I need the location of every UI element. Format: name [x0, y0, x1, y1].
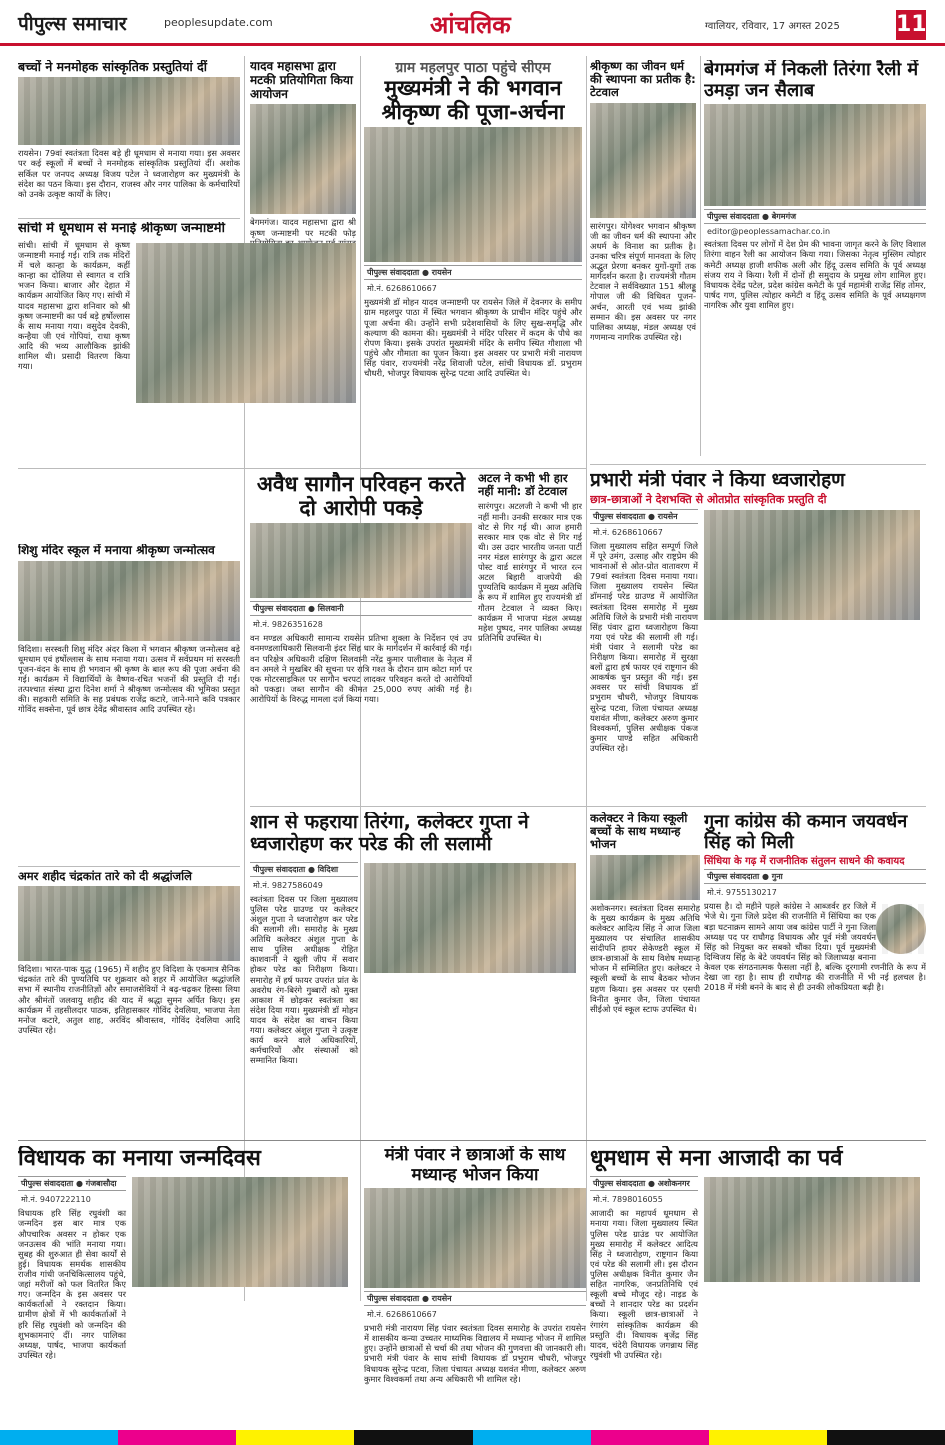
article-collector-gupta[interactable]	[250, 812, 582, 1137]
article-mla-birthday[interactable]	[18, 1146, 354, 1428]
article-body: वन मण्डल अधिकारी सामान्य रायसेन प्रतिभा शुक्ला के निर्देशन एवं उप वनमण्डलाधिकारी सिलवानी इंदर सिंह धार के मार्गदर्शन में कार्रवाई की गई। वन परिक्षेत्र अधिकारी दक्षिण सिलवानी नरेंद्र कुमार पालीवाल के नेतृत्व में वन अमले ने मुखबिर की सूचना पर रात्रि गश्त के दौरान ग्राम कोटा मार्ग पर एक मोटरसाइकिल पर सागौन चरपट लादकर परिवहन करते दो आरोपियों को पकड़ा। जब्त सागौन की कीमत 25,000 रुपए आंकी गई है। आरोपियों के विरुद्ध मामला दर्ज किया गया।	[250, 633, 472, 704]
article-photo	[18, 886, 240, 961]
print-color-bar	[0, 1430, 945, 1445]
article-body: सारंगपुर। योगेश्वर भगवान श्रीकृष्ण जी का जीवन धर्म की स्थापना और अधर्म के विनाश का प्रतीक है। उनका चरित्र संपूर्ण मानवता के लिए अद्भुत प्रेरणा बनकर युगों-युगों तक मार्गदर्शन करता है। राज्यमंत्री गौतम टेटवाल ने सर्वविख्यात 151 श्रीलड्डू गोपाल जी की विधिवत पूजन-अर्चन, आरती एवं भव्य झांकी सम्मान की। इस अवसर पर नगर पालिका अध्यक्ष, मंडल अध्यक्ष एवं गणमान्य नागरिक उपस्थित रहे।	[590, 220, 696, 342]
article-kicker: ग्राम महलपुर पाठा पहुंचे सीएम	[395, 60, 551, 76]
article-title: बेगमगंज में निकली तिरंगा रैली में उमड़ा जन सैलाब	[704, 60, 919, 101]
masthead[interactable]: पीपुल्स समाचार	[18, 13, 127, 35]
page-header	[0, 0, 945, 46]
article-photo	[590, 103, 696, 218]
article-photo	[18, 561, 240, 641]
article-body: रायसेन। 79वां स्वतंत्रता दिवस बड़े ही धूमधाम से मनाया गया। इस अवसर पर कई स्कूलों में बच्चों ने मनमोहक सांस्कृतिक प्रस्तुतियां दीं। अशोक सर्किल पर जनपद अध्यक्ष विजय पटेल ने ध्वजारोहण कर मुख्यमंत्री के संदेश का पठन किया। इस दौरान, राजस्व और नगर पालिका के कर्मचारियों को उनके उत्कृष्ट कार्यों के लिए।	[18, 148, 240, 199]
article-title: श्रीकृष्ण का जीवन धर्म की स्थापना का प्रतीक है: टेटवाल	[590, 60, 696, 100]
article-phone: मो.नं. 6268610667	[367, 1310, 437, 1320]
article-divider	[18, 468, 586, 469]
issue-date: ग्वालियर, रविवार, 17 अगस्त 2025	[705, 21, 840, 32]
section-title: आंचलिक	[430, 11, 511, 39]
article-cm-worship[interactable]	[364, 60, 582, 465]
article-body: बेगमगंज। यादव महासभा द्वारा श्री कृष्ण जन्माष्टमी पर मटकी फोड़	[250, 217, 356, 238]
section-divider	[18, 1140, 926, 1141]
article-photo	[18, 77, 240, 145]
article-phone: मो.नं. 6268610667	[367, 284, 437, 294]
article-body: मुख्यमंत्री डॉ मोहन यादव जन्माष्टमी पर रायसेन जिले में देवनगर के समीप ग्राम महलपुर पाठा में स्थित भगवान श्रीकृष्ण के प्राचीन मंदिर पहुंचे और पूजा अर्चना की। उन्होंने सभी प्रदेशवासियों के लिए सुख-समृद्धि और कल्याण की कामना की। मुख्यमंत्री ने मंदिर परिसर में कदम के पौधे का रोपण किया। इसके उपरांत मुख्यमंत्री मंदिर के समीप स्थित गौशाला भी पहुंचे और गौमाता का पूजन किया। इस अवसर पर प्रभारी मंत्री नारायण सिंह पंवार, राज्यमंत्री नरेंद्र शिवाजी पटेल, सांची विधायक डॉ. प्रभुराम चौधरी, भोजपुर विधायक सुरेन्द्र पटवा आदि उपस्थित थे।	[364, 297, 582, 379]
article-body: आजादी का महापर्व धूमधाम से मनाया गया। जिला मुख्यालय स्थित पुलिस परेड ग्राउंड पर आयोजित मुख्य समारोह में कलेक्टर आदित्य सिंह ने ध्वजारोहण, राष्ट्रगान किया एवं परेड की सलामी ली। इस दौरान पुलिस अधीक्षक विनीत कुमार जैन सहित नागरिक, जनप्रतिनिधि एवं स्कूली बच्चे मौजूद रहे। नाइड के बच्चों ने शानदार परेड का प्रदर्शन किया। स्कूली छात्र-छात्राओं ने रंगारंग सांस्कृतिक कार्यक्रम की प्रस्तुति दी। विधायक बृजेंद्र सिंह यादव, चंदेरी विधायक जगन्नाथ सिंह रघुवंशी भी उपस्थित रहे।	[590, 1208, 698, 1360]
article-body: विदिशा। सरस्वती शिशु मंदिर अंदर किला में भगवान श्रीकृष्ण जन्मोत्सव बड़े धूमधाम एवं हर्षोल्लास के साथ मनाया गया। उत्सव में सर्वप्रथम मां सरस्वती पूजन-वंदन के साथ ही भगवान श्री कृष्ण के बाल रूप की पूजा अर्चना की गई। कार्यक्रम में विद्यार्थियों के वैष्णव-रचित भजनों की प्रस्तुति दी गई। तत्पश्चात संस्था द्वारा दिनेश शर्मा ने श्रीकृष्ण जन्मोत्सव की भूमिका प्रस्तुत की। सहकारी समिति के सह प्रबंधक राजेंद्र कटारे, जाने-माने कवि पत्रकार गोविंद सक्सेना, पूर्व छात्र देवेंद्र श्रीवास्तव आदि उपस्थित रहे।	[18, 643, 240, 715]
article-byline: पीपुल्स संवाददाता ● विदिशा	[250, 862, 358, 877]
article-title: यादव महासभा द्वारा मटकी प्रतियोगिता किया आयोजन	[250, 60, 353, 101]
article-title: गुना कांग्रेस की कमान जयवर्धन सिंह को मिली	[704, 812, 908, 853]
article-collector-midday-meal[interactable]	[590, 812, 700, 1137]
article-phone: मो.नं. 7898016055	[593, 1195, 663, 1205]
article-divider	[250, 806, 926, 807]
article-body: जिला मुख्यालय सहित सम्पूर्ण जिले में पूरे उमंग, उत्साह और राष्ट्रप्रेम की भावनाओं से ओत-प्रोत वातावरण में 79वां स्वतंत्रता दिवस मनाया गया। जिला मुख्यालय रायसेन स्थित डॉमनाई परेड ग्राउण्ड में आयोजित स्वतंत्रता दिवस समारोह में मुख्य अतिथि जिले के प्रभारी मंत्री नारायण सिंह पंवार द्वारा ध्वजारोहण किया गया एवं परेड की सलामी ली गई। मंत्री पंवार ने सलामी परेड का निरीक्षण किया। समारोह में सुरक्षा बलों द्वारा हर्ष फायर एवं राष्ट्रगान की आकर्षक धुन प्रस्तुत की गई। इस अवसर पर सांची विधायक डॉ प्रभुराम चौधरी, भोजपुर विधायक सुरेन्द्र पटवा, जिला पंचायत अध्यक्ष यशवंत मीणा, कलेक्टर अरुण कुमार विश्वकर्मा, पुलिस अधीक्षक पंकज कुमार पाण्डे सहित अधिकारी उपस्थित रहे।	[590, 540, 698, 754]
article-photo	[364, 1188, 586, 1288]
site-url[interactable]: peoplesupdate.com	[164, 16, 273, 29]
article-photo	[250, 523, 472, 598]
article-photo	[364, 863, 576, 973]
article-byline: पीपुल्स संवाददाता ● बेगमगंज	[704, 209, 926, 224]
article-tetwal-krishna[interactable]	[590, 60, 696, 460]
article-phone: मो.नं. 9755130217	[707, 888, 777, 898]
article-tiranga-rally[interactable]	[704, 60, 926, 460]
article-byline: पीपुल्स संवाददाता ● गंजबासौदा	[18, 1176, 126, 1191]
article-body: सांची। सांची में धूमधाम से कृष्ण जन्माष्टमी मनाई गई। रात्रि तक मंदिरों में चले कान्हा के कार्यक्रम, कहीं कान्हा का दोलिया से स्वागत व रात्रि भजन किया। बाजार और देहात में कार्यक्रम आयोजित किए गए। सांची में यादव महासभा द्वारा शनिवार को श्री कृष्ण जन्माष्टमी का पर्व बड़े हर्षोल्लास के साथ मनाया गया। वसुदेव देवकी, कन्हैया जी एवं गोपियां, राधा कृष्ण आदि की भव्य आलौकिक झांकी शामिल थी। प्रसादी वितरण किया गया।	[18, 239, 130, 372]
article-email[interactable]: editor@peoplessamachar.co.in	[707, 227, 831, 237]
article-body: अशोकनगर। स्वतंत्रता दिवस समारोह के मुख्य कार्यक्रम के मुख्य अतिथि कलेक्टर आदित्य सिंह ने आज जिला मुख्यालय पर संचालित शासकीय सांदीपनि हायर सेकेण्डरी स्कूल में छात्र-छात्राओं के साथ विशेष मध्यान्ह भोजन में सम्मिलित हुए। कलेक्टर ने स्कूली बच्चों के साथ बैठकर भोजन ग्रहण किया। इस अवसर पर एसपी विनीत कुमार जैन, जिला पंचायत सीईओ एवं स्कूल स्टाफ उपस्थित थे।	[590, 902, 700, 1014]
article-title: कलेक्टर ने किया स्कूली बच्चों के साथ मध्यान्ह भोजन	[590, 812, 688, 852]
article-byline: पीपुल्स संवाददाता ● अशोकनगर	[590, 1176, 698, 1191]
article-title: अमर शहीद चंद्रकांत तारे को दी श्रद्धांजलि	[18, 870, 192, 883]
article-body: सारंगपुर। अटलजी ने कभी भी हार नहीं मानी। उनकी सरकार मात्र एक वोट से गिर गई थी। आज हमारी सरकार मात्र एक वोट से गिर गई थी। उस उदार भारतीय जनता पार्टी नगर मंडल सारंगपुर के द्वारा अटल पोस्ट वार्ड सारंगपुर में भारत रत्न अटल बिहारी वाजपेयी की पुण्यतिथि कार्यक्रम में मुख्य अतिथि के रूप में शामिल हुए राज्यमंत्री डॉ गौतम टेटवाल ने व्यक्त किए। कार्यक्रम में भाजपा मंडल अध्यक्ष महेश पुष्पद, नगर पालिका अध्यक्ष प्रतिनिधि उपस्थित थे।	[478, 501, 582, 643]
column-divider	[700, 56, 701, 456]
article-byline: पीपुल्स संवाददाता ● सिलवानी	[250, 601, 472, 616]
article-photo	[590, 855, 700, 900]
column-divider	[586, 56, 587, 1301]
article-guna-congress[interactable]	[704, 812, 926, 1137]
article-body: स्वतंत्रता दिवस पर लोगों में देश प्रेम की भावना जागृत करने के लिए विशाल तिरंगा वाहन रैली का आयोजन किया गया। जिसका नेतृत्व मुस्लिम त्योहार कमेटी अध्यक्ष हाजी शफीक अली और हिंदू उत्सव समिति के पूर्व अध्यक्ष संजय राय ने किया। रैली में दोनों ही समुदाय के प्रमुख लोग शामिल हुए। विधायक देवेंद्र पटेल, प्रदेश कांग्रेस कमेटी के पूर्व महामंत्री राजेंद्र सिंह तोमर, पार्षद गण, पुलिस त्योहार कमेटी व हिंदू उत्सव समिति के पूर्व अध्यक्षगण नागरिक और युवा शामिल हुए।	[704, 239, 926, 311]
article-byline: पीपुल्स संवाददाता ● रायसेन	[364, 1291, 586, 1306]
article-subtitle: छात्र-छात्राओं ने देशभक्ति से ओतप्रोत सांस्कृतिक प्रस्तुति दी	[590, 492, 827, 506]
article-title: अटल ने कभी भी हार नहीं मानी: डॉ टेटवाल	[478, 472, 568, 499]
article-divider	[18, 218, 240, 219]
article-photo	[704, 1177, 920, 1282]
page-number: 11	[896, 10, 926, 40]
article-body: विदिशा। भारत-पाक युद्ध (1965) में शहीद हुए विदिशा के एकमात्र सैनिक चंद्रकांत तारे की पुण्यतिथि पर शुक्रवार को शहर में आयोजित श्रद्धांजलि सभा में स्थानीय राजनीतिज्ञों और समाजसेवियों ने बढ़-चढ़कर हिस्सा लिया और श्रीमंतों जलवायु शहीद की याद में श्रद्धा सुमन अर्पित किए। इस कार्यक्रम में तहसीलदार पाठक, इतिहासकार गोविंद देवलिया, भाजपा नेता मनोज कटारे, अतुल शाह, अरविंद श्रीवास्तव, गोविंद देवलिया आदि उपस्थित रहे।	[18, 964, 240, 1035]
article-body: प्रयास है। दो महीने पहले कांग्रेस ने आब्जर्वर हर जिले में भेजे थे। गुना जिले प्रदेश की राजनीति में सिंधिया का एक बड़ा घटनाक्रम सामने आया जब कांग्रेस पार्टी ने गुना जिला अध्यक्ष पद पर राघौगढ़ विधायक और पूर्व मंत्री जयवर्धन सिंह को नियुक्त कर सबको चौंका दिया। पूर्व मुख्यमंत्री दिग्विजय सिंह के बेटे जयवर्धन सिंह को जिलाध्यक्ष बनाना केवल एक संगठनात्मक फैसला नहीं है, बल्कि दूरगामी रणनीति के रूप में देखा जा रहा है। साथ ही राघौगढ़ की राजनीति में भी नई हलचल है। 2018 में मंत्री बनने के बाद से ही उनकी लोकप्रियता बढ़ी है।	[704, 901, 926, 993]
article-photo	[364, 127, 582, 262]
article-byline: पीपुल्स संवाददाता ● गुना	[704, 869, 926, 884]
article-title: धूमधाम से मना आजादी का पर्व	[590, 1146, 843, 1171]
article-phone: मो.नं. 9407222110	[21, 1195, 91, 1205]
article-byline: पीपुल्स संवाददाता ● रायसेन	[590, 509, 698, 524]
article-photo	[704, 104, 926, 206]
article-title: बच्चों ने मनमोहक सांस्कृतिक प्रस्तुतियां दीं	[18, 60, 208, 74]
article-title: शिशु मंदिर स्कूल में मनाया श्रीकृष्ण जन्मोत्सव	[18, 544, 215, 557]
article-phone: मो.नं. 9827586049	[253, 880, 323, 890]
article-body: प्रभारी मंत्री नारायण सिंह पंवार स्वतंत्रता दिवस समारोह के उपरांत रायसेन में शासकीय कन्या उच्चतर माध्यमिक विद्यालय में मध्यान्ह भोजन में शामिल हुए। उन्होंने छात्राओं से चर्चा की तथा भोजन की गुणवत्ता की जानकारी ली। प्रभारी मंत्री पंवार के साथ सांची विधायक डॉ प्रभुराम चौधरी, भोजपुर विधायक सुरेन्द्र पटवा, जिला पंचायत अध्यक्ष यशवंत मीणा, कलेक्टर अरुण कुमार विश्वकर्मा तथा अन्य अधिकारी भी शामिल रहे।	[364, 1323, 586, 1384]
article-photo	[704, 510, 920, 620]
article-divider	[590, 464, 926, 465]
article-title: प्रभारी मंत्री पंवार ने किया ध्वजारोहण	[590, 470, 845, 491]
article-subtitle: सिंधिया के गढ़ में राजनीतिक संतुलन साधने की कवायद	[704, 856, 905, 868]
article-shishu-mandir[interactable]	[18, 544, 240, 862]
article-photo	[136, 243, 356, 403]
article-body: स्वतंत्रता दिवस पर जिला मुख्यालय पुलिस परेड ग्राउण्ड पर कलेक्टर अंशुल गुप्ता ने ध्वजारोहण कर परेड की सलामी ली। समारोह के मुख्य अतिथि कलेक्टर अंशुल गुप्ता के साथ पुलिस अधीक्षक रोहित काशवानी ने खुली जीप में सवार होकर परेड का निरीक्षण किया। समारोह में हर्ष फायर उपरांत प्रांत के अवरोध रंग-बिरंगे गुब्बारों को मुक्त आकाश में छोड़कर स्वतंत्रता का संदेश दिया गया। मुख्यमंत्री डॉ मोहन यादव के संदेश का वाचन किया गया। कलेक्टर अंशुल गुप्ता ने उत्कृष्ट कार्य करने वाले अधिकारियों, कर्मचारियों और संस्थाओं को सम्मानित किया।	[250, 893, 358, 1066]
article-title: सांची में धूमधाम से मनाई श्रीकृष्ण जन्माष्टमी	[18, 222, 225, 236]
article-martyr-tribute[interactable]	[18, 870, 240, 1138]
article-cultural-programs[interactable]	[18, 60, 240, 216]
article-panwar-midday-meal[interactable]	[364, 1146, 586, 1428]
article-byline: पीपुल्स संवाददाता ● रायसेन	[364, 265, 582, 280]
article-title: विधायक का मनाया जन्मदिवस	[18, 1146, 261, 1171]
article-teak-smuggling[interactable]	[250, 472, 472, 800]
article-phone: मो.नं. 9826351628	[253, 620, 323, 630]
article-body: विधायक हरि सिंह रघुवंशी का जन्मदिन इस बार मात्र एक औपचारिक अवसर न होकर एक जनउत्सव की भांति मनाया गया। सुबह की शुरुआत ही सेवा कार्यों से हुई। विधायक समर्थक शासकीय राजीव गांधी जनचिकित्सालय पहुंचे, जहां मरीजों को फल वितरित किए गए। जन्मदिन के इस अवसर पर कार्यकर्ताओं ने रक्तदान किया। ग्रामीण क्षेत्रों में भी कार्यकर्ताओं ने हरि सिंह रघुवंशी को जन्मदिन की शुभकामनाएं दीं। नगर पालिका अध्यक्ष, पार्षद, भाजपा कार्यकर्ता उपस्थित रहे।	[18, 1208, 126, 1360]
article-title: मुख्यमंत्री ने की भगवान श्रीकृष्ण की पूजा-अर्चना	[381, 76, 565, 125]
article-phone: मो.नं. 6268610667	[593, 527, 663, 537]
article-photo	[250, 104, 356, 214]
article-title: शान से फहराया तिरंगा, कलेक्टर गुप्ता ने ध्वजारोहण कर परेड की ली सलामी	[250, 812, 529, 855]
article-flag-hoisting-panwar[interactable]	[590, 470, 926, 815]
article-atal-tribute[interactable]	[478, 472, 582, 800]
portrait-photo	[876, 904, 926, 954]
article-title: मंत्री पंवार ने छात्राओं के साथ मध्यान्ह भोजन किया	[384, 1146, 566, 1185]
article-independence-day[interactable]	[590, 1146, 926, 1428]
article-divider	[18, 866, 240, 867]
article-title: अवैध सागौन परिवहन करते दो आरोपी पकड़े	[256, 472, 466, 521]
article-photo	[132, 1177, 348, 1287]
